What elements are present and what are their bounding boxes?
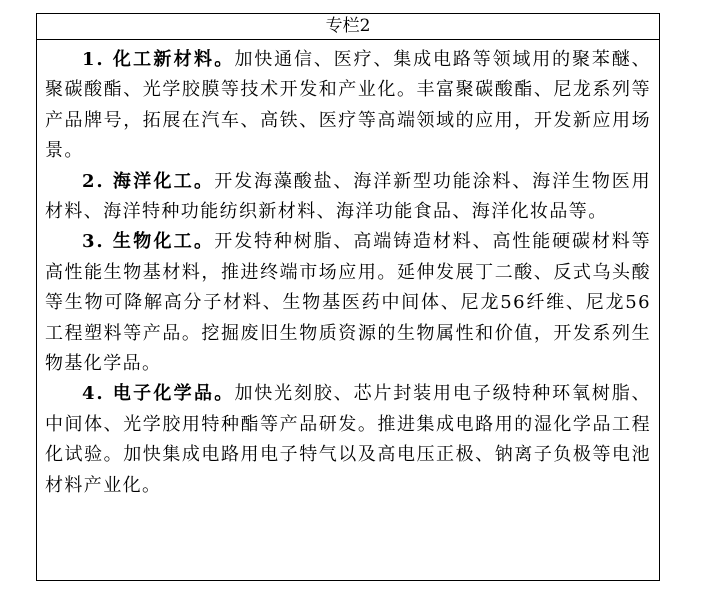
section-heading: 4. 电子化学品。 xyxy=(82,383,235,405)
section-new-chemical-materials xyxy=(45,45,651,167)
section-heading: 1. 化工新材料。 xyxy=(82,49,235,70)
section-text: 开发海藻酸盐、海洋新型功能涂料、海洋生物医用材料、海洋特种功能纺织新材料、海洋功能食品、海洋化妆品等。 xyxy=(45,170,651,223)
section-heading: 3. 生物化工。 xyxy=(82,231,215,253)
section-bio-chemicals xyxy=(45,227,651,379)
column-box-body xyxy=(37,40,659,501)
section-text: 加快光刻胶、芯片封装用电子级特种环氧树脂、中间体、光学胶用特种酯等产品研发。推进集成电路用的湿化学品工程化试验。加快集成电路用电子特气以及高电压正极、钠离子负极等电池材料产业化。 xyxy=(45,383,651,496)
section-heading: 2. 海洋化工。 xyxy=(82,170,215,192)
section-text: 加快通信、医疗、集成电路等领域用的聚苯醚、聚碳酸酯、光学胶膜等技术开发和产业化。丰富聚碳酸酯、尼龙系列等产品牌号，拓展在汽车、高铁、医疗等高端领域的应用，开发新应用场景。 xyxy=(45,49,651,162)
section-electronic-chemicals xyxy=(45,379,651,501)
section-text: 开发特种树脂、高端铸造材料、高性能硬碳材料等高性能生物基材料，推进终端市场应用。延伸发展丁二酸、反式乌头酸等生物可降解高分子材料、生物基医药中间体、尼龙56纤维、尼龙56工程塑料等产品。挖掘废旧生物质资源的生物属性和价值，开发系列生物基化学品。 xyxy=(45,231,651,375)
column-box xyxy=(36,13,660,581)
column-box-title: 专栏2 xyxy=(37,14,659,40)
section-marine-chemicals xyxy=(45,167,651,228)
